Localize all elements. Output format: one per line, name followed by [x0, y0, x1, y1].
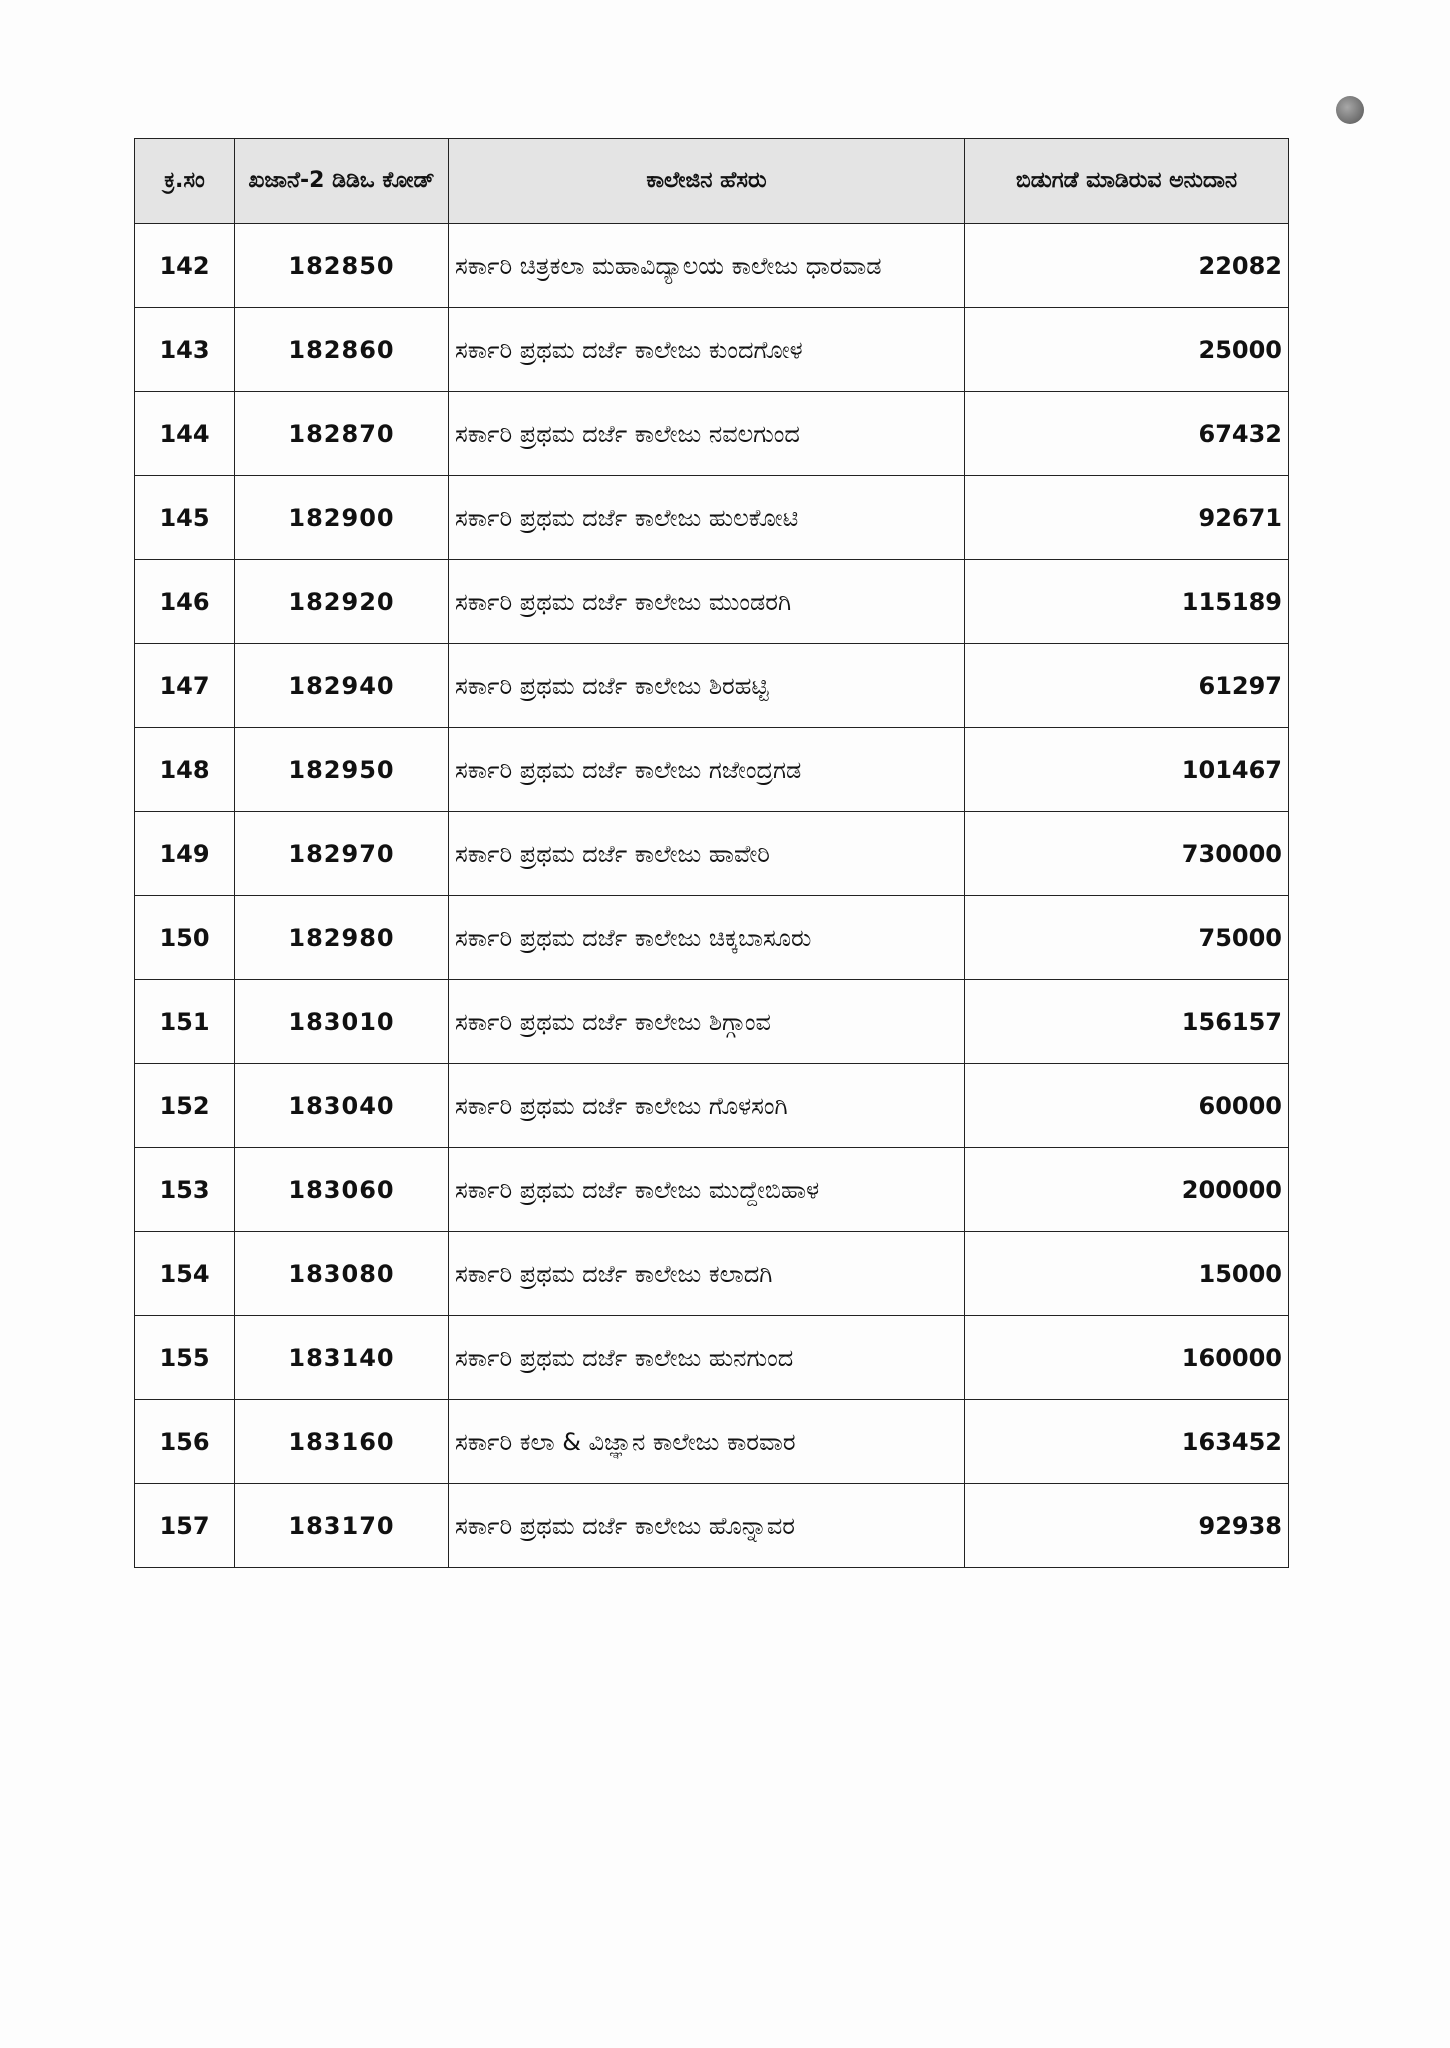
- table-row: [135, 1232, 1289, 1316]
- sl-no-cell: 143: [135, 308, 235, 392]
- header-grant-amount: ಬಿಡುಗಡೆ ಮಾಡಿರುವ ಅನುದಾನ: [965, 139, 1289, 224]
- sl-no-cell: 152: [135, 1064, 235, 1148]
- ddo-code-cell: 183010: [235, 980, 449, 1064]
- college-name-cell: ಸರ್ಕಾರಿ ಪ್ರಥಮ ದರ್ಜೆ ಕಾಲೇಜು ಕುಂದಗೋಳ: [449, 308, 965, 392]
- sl-no-cell: 148: [135, 728, 235, 812]
- grant-amount-cell: 67432: [965, 392, 1289, 476]
- table-row: [135, 896, 1289, 980]
- grant-release-table: [134, 138, 1289, 1568]
- college-name-cell: ಸರ್ಕಾರಿ ಪ್ರಥಮ ದರ್ಜೆ ಕಾಲೇಜು ಹುಲಕೋಟಿ: [449, 476, 965, 560]
- table-row: [135, 560, 1289, 644]
- grant-amount-cell: 61297: [965, 644, 1289, 728]
- table-row: [135, 476, 1289, 560]
- college-name-cell: ಸರ್ಕಾರಿ ಕಲಾ & ವಿಜ್ಞಾನ ಕಾಲೇಜು ಕಾರವಾರ: [449, 1400, 965, 1484]
- college-name-cell: ಸರ್ಕಾರಿ ಪ್ರಥಮ ದರ್ಜೆ ಕಾಲೇಜು ಹೊನ್ನಾವರ: [449, 1484, 965, 1568]
- table-header-row: [135, 139, 1289, 224]
- table-row: [135, 1316, 1289, 1400]
- ddo-code-cell: 183080: [235, 1232, 449, 1316]
- sl-no-cell: 156: [135, 1400, 235, 1484]
- college-name-cell: ಸರ್ಕಾರಿ ಪ್ರಥಮ ದರ್ಜೆ ಕಾಲೇಜು ಹಾವೇರಿ: [449, 812, 965, 896]
- grant-amount-cell: 730000: [965, 812, 1289, 896]
- sl-no-cell: 155: [135, 1316, 235, 1400]
- grant-amount-cell: 101467: [965, 728, 1289, 812]
- college-name-cell: ಸರ್ಕಾರಿ ಪ್ರಥಮ ದರ್ಜೆ ಕಾಲೇಜು ಶಿಗ್ಗಾಂವ: [449, 980, 965, 1064]
- ddo-code-cell: 182940: [235, 644, 449, 728]
- college-name-cell: ಸರ್ಕಾರಿ ಪ್ರಥಮ ದರ್ಜೆ ಕಾಲೇಜು ಕಲಾದಗಿ: [449, 1232, 965, 1316]
- sl-no-cell: 147: [135, 644, 235, 728]
- table-row: [135, 1064, 1289, 1148]
- grant-amount-cell: 22082: [965, 224, 1289, 308]
- grant-amount-cell: 160000: [965, 1316, 1289, 1400]
- ddo-code-cell: 182980: [235, 896, 449, 980]
- table-row: [135, 812, 1289, 896]
- table-row: [135, 308, 1289, 392]
- ddo-code-cell: 182850: [235, 224, 449, 308]
- sl-no-cell: 154: [135, 1232, 235, 1316]
- college-name-cell: ಸರ್ಕಾರಿ ಪ್ರಥಮ ದರ್ಜೆ ಕಾಲೇಜು ನವಲಗುಂದ: [449, 392, 965, 476]
- ddo-code-cell: 183040: [235, 1064, 449, 1148]
- grant-amount-cell: 200000: [965, 1148, 1289, 1232]
- ddo-code-cell: 182870: [235, 392, 449, 476]
- ddo-code-cell: 182900: [235, 476, 449, 560]
- sl-no-cell: 146: [135, 560, 235, 644]
- sl-no-cell: 157: [135, 1484, 235, 1568]
- college-name-cell: ಸರ್ಕಾರಿ ಪ್ರಥಮ ದರ್ಜೆ ಕಾಲೇಜು ಚಿಕ್ಕಬಾಸೂರು: [449, 896, 965, 980]
- college-name-cell: ಸರ್ಕಾರಿ ಪ್ರಥಮ ದರ್ಜೆ ಕಾಲೇಜು ಗಜೇಂದ್ರಗಡ: [449, 728, 965, 812]
- table-row: [135, 392, 1289, 476]
- table-row: [135, 728, 1289, 812]
- table-row: [135, 644, 1289, 728]
- grant-amount-cell: 163452: [965, 1400, 1289, 1484]
- grant-amount-cell: 92671: [965, 476, 1289, 560]
- sl-no-cell: 149: [135, 812, 235, 896]
- sl-no-cell: 150: [135, 896, 235, 980]
- ddo-code-cell: 183170: [235, 1484, 449, 1568]
- grant-amount-cell: 15000: [965, 1232, 1289, 1316]
- table-row: [135, 1400, 1289, 1484]
- ddo-code-cell: 182950: [235, 728, 449, 812]
- table-row: [135, 980, 1289, 1064]
- college-name-cell: ಸರ್ಕಾರಿ ಪ್ರಥಮ ದರ್ಜೆ ಕಾಲೇಜು ಮುಂಡರಗಿ: [449, 560, 965, 644]
- sl-no-cell: 144: [135, 392, 235, 476]
- header-college-name: ಕಾಲೇಜಿನ ಹೆಸರು: [449, 139, 965, 224]
- college-name-cell: ಸರ್ಕಾರಿ ಪ್ರಥಮ ದರ್ಜೆ ಕಾಲೇಜು ಹುನಗುಂದ: [449, 1316, 965, 1400]
- header-treasury-code: ಖಜಾನೆ-2 ಡಿಡಿಒ ಕೋಡ್: [235, 139, 449, 224]
- college-name-cell: ಸರ್ಕಾರಿ ಪ್ರಥಮ ದರ್ಜೆ ಕಾಲೇಜು ಶಿರಹಟ್ಟಿ: [449, 644, 965, 728]
- table-row: [135, 1148, 1289, 1232]
- ddo-code-cell: 182970: [235, 812, 449, 896]
- table-row: [135, 1484, 1289, 1568]
- college-name-cell: ಸರ್ಕಾರಿ ಚಿತ್ರಕಲಾ ಮಹಾವಿದ್ಯಾಲಯ ಕಾಲೇಜು ಧಾರವಾಡ: [449, 224, 965, 308]
- ddo-code-cell: 183160: [235, 1400, 449, 1484]
- grant-amount-cell: 156157: [965, 980, 1289, 1064]
- punch-hole-mark: [1336, 96, 1364, 124]
- college-name-cell: ಸರ್ಕಾರಿ ಪ್ರಥಮ ದರ್ಜೆ ಕಾಲೇಜು ಗೊಳಸಂಗಿ: [449, 1064, 965, 1148]
- ddo-code-cell: 183140: [235, 1316, 449, 1400]
- ddo-code-cell: 183060: [235, 1148, 449, 1232]
- sl-no-cell: 151: [135, 980, 235, 1064]
- sl-no-cell: 145: [135, 476, 235, 560]
- ddo-code-cell: 182860: [235, 308, 449, 392]
- grant-amount-cell: 60000: [965, 1064, 1289, 1148]
- grant-amount-cell: 75000: [965, 896, 1289, 980]
- table-row: [135, 224, 1289, 308]
- grant-amount-cell: 115189: [965, 560, 1289, 644]
- college-name-cell: ಸರ್ಕಾರಿ ಪ್ರಥಮ ದರ್ಜೆ ಕಾಲೇಜು ಮುದ್ದೇಬಿಹಾಳ: [449, 1148, 965, 1232]
- sl-no-cell: 142: [135, 224, 235, 308]
- sl-no-cell: 153: [135, 1148, 235, 1232]
- header-sl-no: ಕ್ರ.ಸಂ: [135, 139, 235, 224]
- grant-amount-cell: 92938: [965, 1484, 1289, 1568]
- grant-amount-cell: 25000: [965, 308, 1289, 392]
- ddo-code-cell: 182920: [235, 560, 449, 644]
